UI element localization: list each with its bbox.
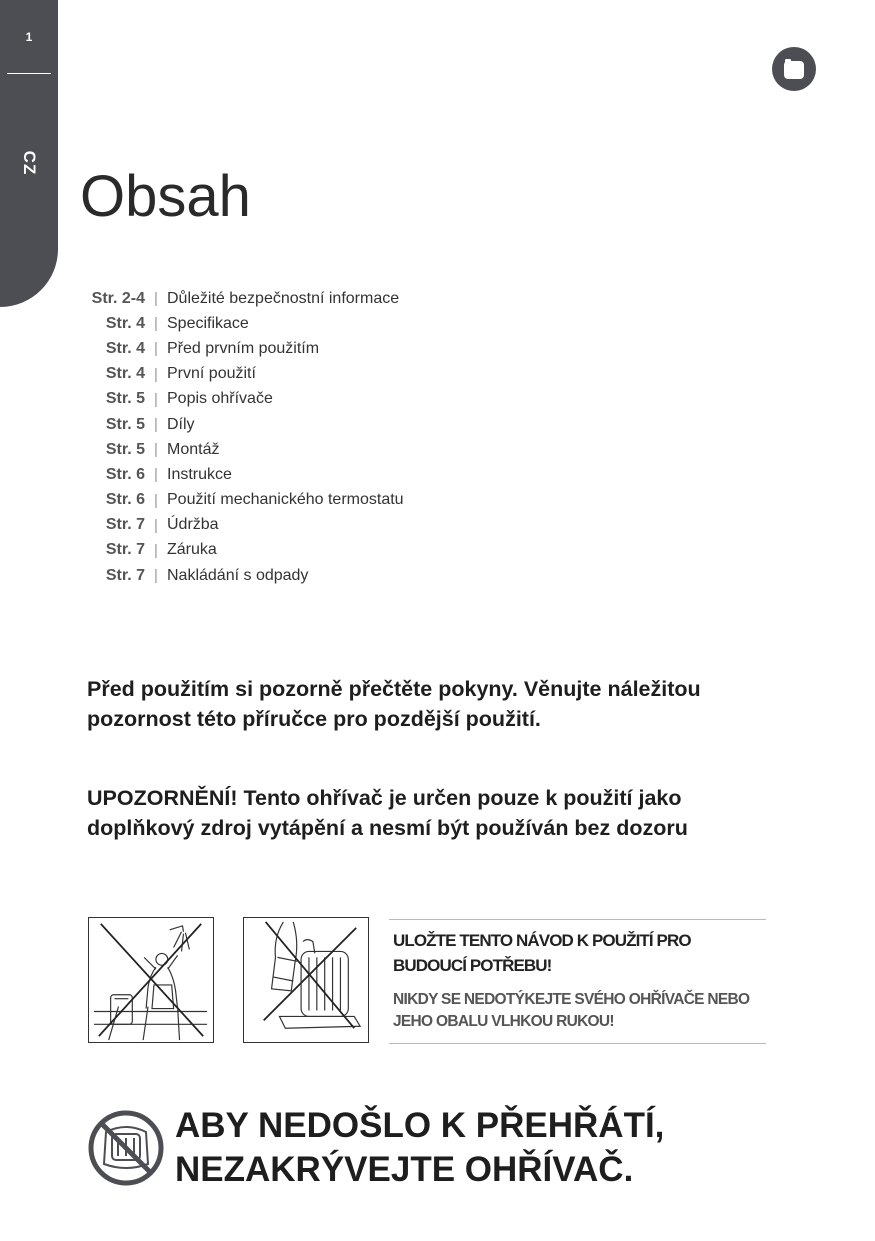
read-instructions-notice: Před použitím si pozorně přečtěte pokyny. Věnujte náležitou pozornost této příručce pro pozdější použití. [87, 677, 701, 731]
save-manual-notice: ULOŽTE TENTO NÁVOD K POUŽITÍ PRO BUDOUCÍ POTŘEBU! [393, 931, 691, 975]
toc-entry [80, 412, 500, 437]
toc-title: Nakládání s odpady [167, 566, 309, 584]
toc-separator: | [154, 567, 158, 585]
toc-title: Před prvním použitím [167, 339, 320, 357]
toc-separator: | [154, 416, 158, 434]
do-not-cover-icon [88, 1110, 164, 1186]
toc-separator: | [154, 365, 158, 383]
toc-page-ref: Str. 7 [105, 541, 145, 559]
overheat-warning-line-1: ABY NEDOŠLO K PŘEHŘÁTÍ, [175, 1106, 665, 1145]
table-of-contents [80, 286, 500, 588]
toc-separator: | [154, 390, 158, 408]
toc-page-ref: Str. 5 [105, 415, 145, 433]
heater-symbol-icon [772, 47, 816, 91]
toc-title: Díly [167, 415, 195, 433]
toc-title: První použití [167, 365, 256, 383]
toc-entry [80, 286, 500, 311]
toc-separator: | [154, 516, 158, 534]
supplementary-heating-warning: UPOZORNĚNÍ! Tento ohřívač je určen pouze k použití jako doplňkový zdroj vytápění a nesmí být používán bez dozoru [87, 786, 688, 840]
toc-page-ref: Str. 7 [105, 566, 145, 584]
toc-separator: | [154, 441, 158, 459]
toc-page-ref: Str. 5 [105, 440, 145, 458]
tab-divider [7, 73, 51, 74]
toc-entry [80, 387, 500, 412]
wet-hands-warning: NIKDY SE NEDOTÝKEJTE SVÉHO OHŘÍVAČE NEBO JEHO OBALU VLHKOU RUKOU! [393, 991, 750, 1030]
toc-separator: | [154, 340, 158, 358]
toc-entry [80, 437, 500, 462]
toc-separator: | [154, 315, 158, 333]
toc-separator: | [154, 290, 158, 308]
toc-page-ref: Str. 4 [105, 365, 145, 383]
toc-entry [80, 311, 500, 336]
toc-page-ref: Str. 5 [105, 390, 145, 408]
toc-entry [80, 513, 500, 538]
toc-title: Instrukce [167, 465, 232, 483]
toc-title: Popis ohřívače [167, 390, 273, 408]
no-shower-bathroom-icon [88, 917, 214, 1043]
toc-entry [80, 538, 500, 563]
toc-title: Údržba [167, 516, 219, 534]
toc-separator: | [154, 466, 158, 484]
toc-page-ref: Str. 4 [105, 314, 145, 332]
toc-title: Záruka [167, 541, 217, 559]
toc-separator: | [154, 491, 158, 509]
toc-page-ref: Str. 6 [105, 465, 145, 483]
language-label: CZ [20, 150, 39, 176]
page-title: Obsah [80, 164, 251, 229]
toc-page-ref: Str. 7 [105, 516, 145, 534]
no-towel-drying-icon [243, 917, 369, 1043]
toc-entry [80, 336, 500, 361]
toc-page-ref: Str. 2-4 [91, 289, 145, 307]
overheat-warning [175, 1104, 795, 1192]
toc-page-ref: Str. 4 [105, 339, 145, 357]
toc-entry [80, 362, 500, 387]
page-number: 1 [25, 30, 33, 44]
toc-title: Použití mechanického termostatu [167, 491, 404, 509]
toc-entry [80, 462, 500, 487]
toc-page-ref: Str. 6 [105, 491, 145, 509]
side-tab [0, 0, 58, 307]
overheat-warning-line-2: NEZAKRÝVEJTE OHŘÍVAČ. [175, 1150, 634, 1189]
toc-entry [80, 563, 500, 588]
toc-separator: | [154, 541, 158, 559]
toc-title: Důležité bezpečnostní informace [167, 289, 400, 307]
toc-title: Montáž [167, 440, 220, 458]
info-box [389, 919, 766, 1044]
toc-entry [80, 488, 500, 513]
toc-title: Specifikace [167, 314, 249, 332]
